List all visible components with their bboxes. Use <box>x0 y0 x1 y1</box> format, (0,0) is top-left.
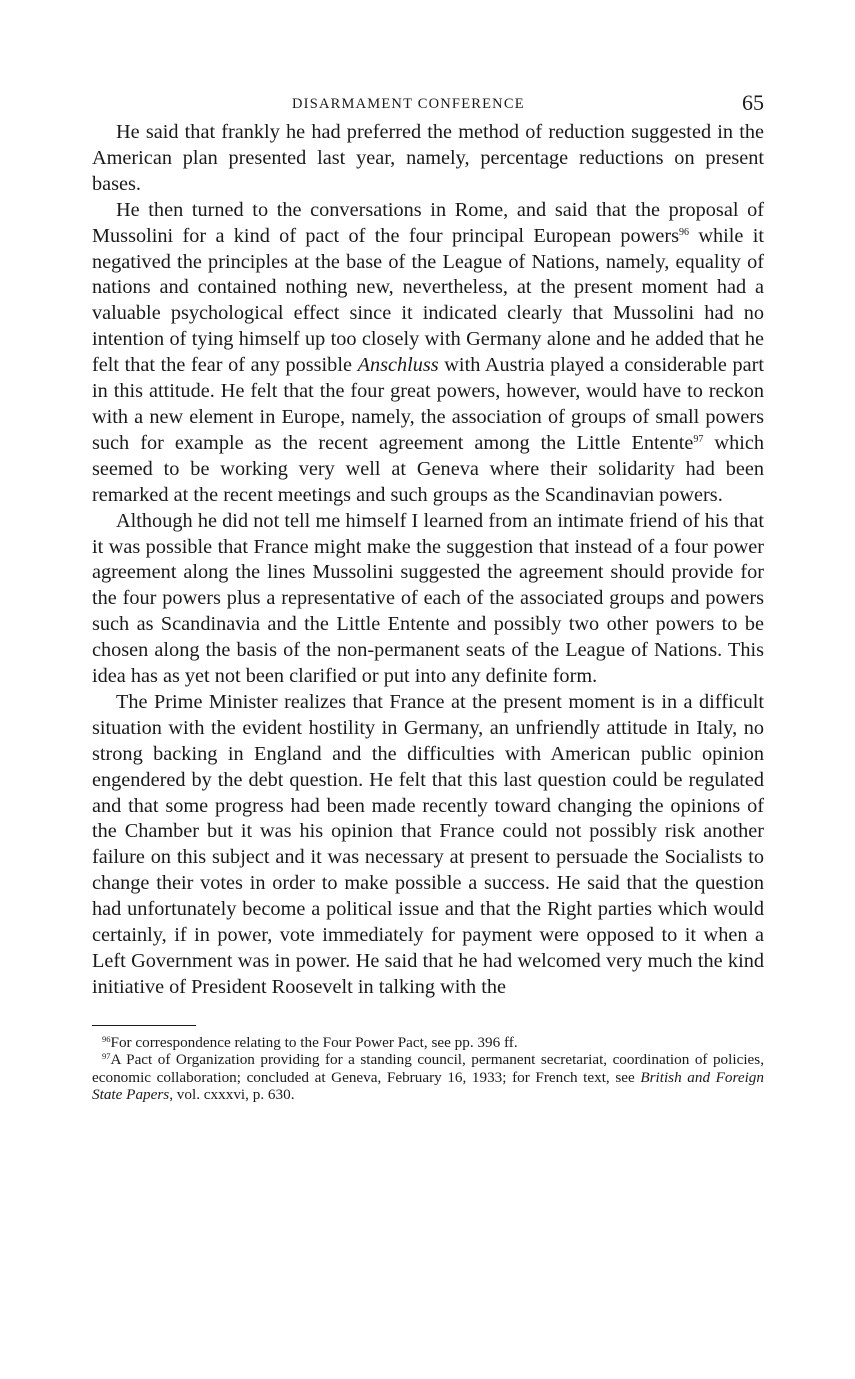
running-head <box>92 90 764 120</box>
footnote-97-text: A Pact of Organization providing for a standing council, permanent secretariat, coordination of policies, economic collaboration; concluded at Geneva, February 16, 1933; for French text, see <box>92 1051 764 1086</box>
footnote-97-source-title: British and Foreign State Papers <box>92 1068 764 1104</box>
footnote-97-text-end: , vol. cxxxvi, p. 630. <box>169 1086 295 1104</box>
footnote-96-number: 96 <box>102 1033 111 1044</box>
paragraph-1: He said that frankly he had preferred the method of reduction suggested in the American plan presented last year, namely, percentage reductions on present bases. <box>92 121 764 195</box>
footnote-97-number: 97 <box>102 1051 111 1062</box>
paragraph-2 <box>92 198 764 509</box>
footnote-ref-96: 96 <box>679 226 689 238</box>
paragraph-4: The Prime Minister realizes that France at the present moment is in a difficult situation with the evident hostility in Germany, an unfriendly attitude in Italy, no strong backing in England and the difficulties with American public opinion engendered by the debt question. He felt that this last question could be regulated and that some progress had been made recently toward changing the opinions of the Chamber but it was his opinion that France could not possibly risk another failure on this subject and it was necessary at present to persuade the Socialists to change their votes in order to make possible a success. He said that the question had unfortunately become a political issue and that the Right parties which would certainly, if in power, vote immediately for payment were opposed to it when a Left Government was in power. He said that he had welcomed very much the kind initiative of President Roosevelt in talking with the <box>92 690 764 998</box>
paragraph-3: Although he did not tell me himself I learned from an intimate friend of his that it was possible that France might make the suggestion that instead of a four power agreement along the lines Mussolini suggested the agreement should provide for the four powers plus a representative of each of the associated groups and powers such as Scandinavia and the Little Entente and possibly two other powers to be chosen along the basis of the non-permanent seats of the League of Nations. This idea has as yet not been clarified or put into any definite form. <box>92 509 764 688</box>
footnote-ref-97: 97 <box>693 433 704 445</box>
footnote-96-text: For correspondence relating to the Four Power Pact, see pp. 396 ff. <box>110 1033 518 1051</box>
anschluss-term: Anschluss <box>357 354 439 377</box>
footnotes <box>92 1034 764 1104</box>
document-page <box>92 90 764 1104</box>
paragraph-2-text-c: with Austria played a considerable part in this attitude. He felt that the four great powers, however, would have to reckon with a new element in Europe, namely, the association of groups of small powers such for example as the recent agreement among the Little Entente <box>92 354 764 454</box>
page-number: 65 <box>742 90 764 115</box>
body-text <box>92 120 764 1001</box>
paragraph-2-text-b: while it negatived the principles at the base of the League of Nations, namely, equality of nations and contained nothing new, nevertheless, at the present moment had a valuable psychological effect since it indicated clearly that Mussolini had no intention of tying himself up too closely with Germany alone and he added that he felt that the fear of any possible <box>92 224 764 377</box>
paragraph-2-text-a: He then turned to the conversations in Rome, and said that the proposal of Mussolini for a kind of pact of the four principal European powers <box>92 198 764 247</box>
running-title: DISARMAMENT CONFERENCE <box>292 96 525 112</box>
footnote-96 <box>92 1034 764 1052</box>
footnote-97 <box>92 1051 764 1104</box>
footnote-divider <box>92 1025 196 1026</box>
paragraph-2-text-d: which seemed to be working very well at Geneva where their solidarity had been remarked at the recent meetings and such groups as the Scandinavian powers. <box>92 431 764 506</box>
